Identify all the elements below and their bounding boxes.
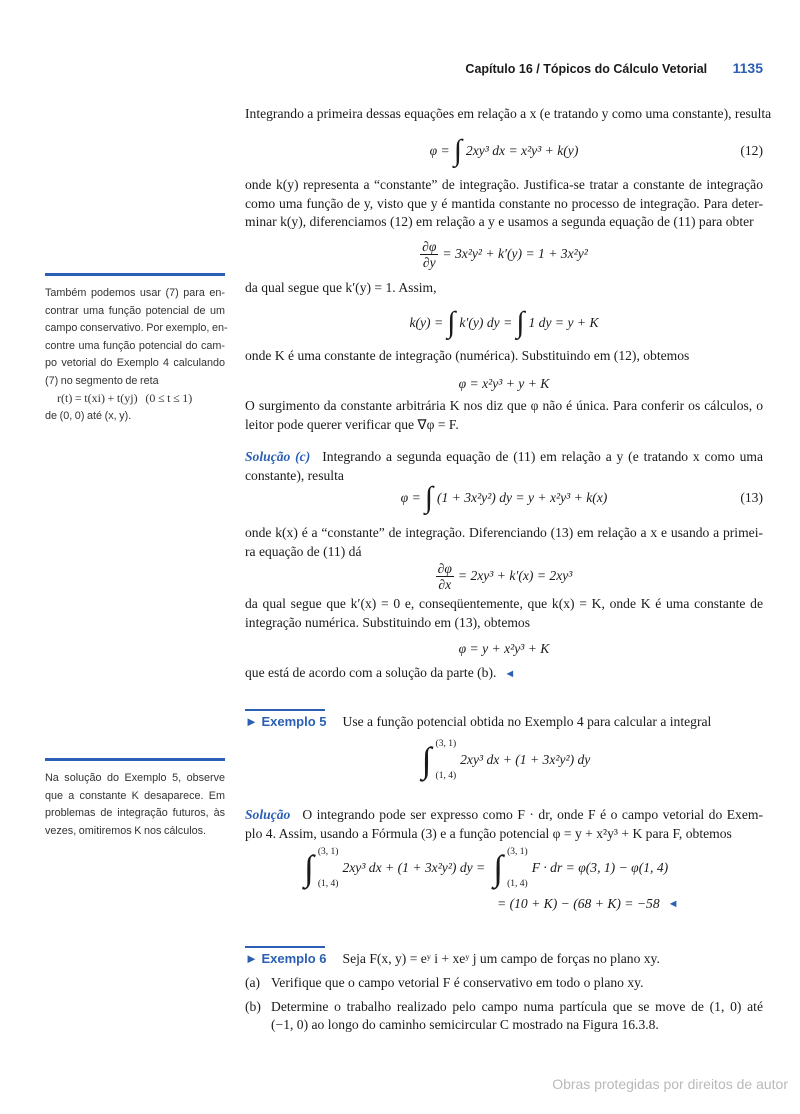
text-line: da qual segue que k′(x) = 0 e, conseqüentemente, que k(x) = K, onde K é uma constante de [245,596,763,611]
text-line: onde k(y) representa a “constante” de integração. Justifica-se tratar a constante de integração [245,177,763,192]
integral-sign: ∫ [516,306,525,339]
integral-sign: ∫ [421,740,432,780]
integral-limits [318,847,339,889]
text-line: O integrando pode ser expresso como F · dr, onde F é o campo vetorial do Exem- [302,807,763,822]
end-of-solution-icon: ◄ [504,668,516,680]
example-6 [245,946,763,1035]
chapter-title: Capítulo 16 / Tópicos do Cálculo Vetorial [465,62,708,76]
note-line: contre uma função potencial do cam- [45,339,225,352]
note-line: contrar uma função potencial de um [45,304,225,317]
text-line: integração numérica. Substituindo em (13), obtemos [245,614,531,630]
text-line: Verifique que o campo vetorial F é conservativo em todo o plano xy. [271,975,644,990]
example-item-b [245,998,763,1035]
paragraph-8 [245,664,763,683]
equation-12 [245,134,763,168]
example-text: Seja F(x, y) = eʸ i + xeʸ j um campo de forças no plano xy. [342,950,660,966]
example-label: ► Exemplo 5 [245,713,327,729]
text-line: Integrando a segunda equação de (11) em relação a y (e tratando x como uma [322,449,763,464]
upper-limit: (3, 1) [507,847,528,857]
example-5-integral [245,738,763,782]
item-label: (a) [245,975,261,990]
note-line: problemas de integração futuros, às [45,807,225,819]
paragraph-6 [245,524,763,561]
margin-note-2 [45,758,225,840]
eq-lhs: k(y) = [409,315,444,330]
example-5 [245,709,763,731]
example-rule [245,946,325,948]
example-item-a [245,974,763,993]
text-line: plo 4. Assim, usando a Fórmula (3) e a função potencial φ = y + x²y³ + K para F, obtemos [245,825,732,841]
eq-rhs: 2xy³ dx = x²y³ + k(y) [465,143,579,158]
integrand: 2xy³ dx + (1 + 3x²y²) dy [460,752,591,767]
margin-note-1 [45,273,228,425]
integral-sign: ∫ [304,848,314,888]
paragraph-3: da qual segue que k′(y) = 1. Assim, [245,280,437,295]
running-header [465,60,763,76]
paragraph-2 [245,176,763,232]
example-text: Use a função potencial obtida no Exemplo 4 para calcular a integral [342,713,712,729]
text-line: que está de acordo com a solução da parte (b). [245,665,497,680]
integral-limits [436,739,457,781]
fraction [436,561,454,592]
numerator: ∂φ [422,238,437,254]
eq-result: = (10 + K) − (68 + K) = −58 [497,896,660,911]
example-label: ► Exemplo 6 [245,950,327,966]
lower-limit: (1, 4) [507,879,528,889]
text-line: onde k(x) é a “constante” de integração. Diferenciando (13) em relação a x e usando a primei- [245,525,763,540]
equation-dphi-dy [245,236,763,272]
note-line: campo conservativo. Por exemplo, en- [45,322,228,334]
denominator: ∂y [422,254,436,270]
eq-lhs: φ = [400,490,421,505]
example-5-equation-1 [300,846,668,890]
text-line: minar k(y), diferenciamos (12) em relação a y e usamos a segunda equação de (11) para obter [245,214,754,229]
lower-limit: (1, 4) [435,771,457,781]
note-line: (7) no segmento de reta [45,374,159,387]
example-rule [245,709,325,711]
equation-phi-2: φ = y + x²y³ + K [458,641,550,656]
note-line: po vetorial do Exemplo 4 calculando [45,357,225,369]
end-of-solution-icon: ◄ [667,898,679,910]
text-line: como uma função de y, visto que y é mantida constante no processo de integração. Para deter- [245,195,763,211]
integral-sign: ∫ [424,481,433,514]
fraction [420,239,438,270]
integral-limits [507,847,528,889]
text-line: (−1, 0) ao longo do caminho semicircular C mostrado na Figura 16.3.8. [271,1017,659,1032]
numerator: ∂φ [437,560,452,576]
example-5-equation-2 [497,896,679,912]
text-line: constante), resulta [245,467,344,483]
example-5-solution [245,806,763,843]
paragraph-1: Integrando a primeira dessas equações em relação a x (e tratando y como uma constante), resulta [245,106,772,121]
eq-rhs: = 2xy³ + k′(x) = 2xy³ [457,568,573,583]
equation-phi-1: φ = x²y³ + y + K [458,376,550,391]
integral-sign: ∫ [493,848,504,888]
paragraph-5 [245,397,763,434]
eq-rhs: F · dr = φ(3, 1) − φ(1, 4) [531,860,669,875]
eq-rhs: (1 + 3x²y²) dy = y + x²y³ + k(x) [436,490,608,505]
text-line: ra equação de (11) dá [245,543,362,559]
denominator: ∂x [438,576,452,592]
lower-limit: (1, 4) [317,879,339,889]
equation-13 [245,481,763,515]
upper-limit: (3, 1) [317,847,339,857]
equation-number: (13) [740,490,763,505]
text-line: leitor pode querer verificar que ∇φ = F. [245,416,459,432]
note-line: que a constante K desaparece. Em [45,789,225,802]
paragraph-4: onde K é uma constante de integração (numérica). Substituindo em (12), obtemos [245,348,690,363]
text-line: O surgimento da constante arbitrária K nos diz que φ não é única. Para conferir os cálculos, o [245,398,763,413]
solution-label: Solução (c) [245,449,311,464]
note-line: de (0, 0) até (x, y). [45,409,132,422]
eq-lhs: φ = [429,143,450,158]
integral-sign: ∫ [453,134,462,167]
page-number: 1135 [732,60,763,76]
eq-lhs: 2xy³ dx + (1 + 3x²y²) dy = [342,860,486,875]
upper-limit: (3, 1) [435,739,457,749]
eq-mid: k′(y) dy = [459,315,513,330]
eq-rhs: 1 dy = y + K [528,315,599,330]
equation-number: (12) [740,143,763,158]
text-line: Determine o trabalho realizado pelo campo numa partícula que se move de (1, 0) até [271,998,763,1014]
eq-rhs: = 3x²y² + k′(y) = 1 + 3x²y² [442,246,588,261]
item-label: (b) [245,998,261,1014]
watermark: Obras protegidas por direitos de autor [552,1076,788,1092]
equation-k-y [245,306,763,340]
equation-dphi-dx [245,558,763,594]
paragraph-7 [245,595,763,632]
solution-c [245,448,763,485]
note-line: Também podemos usar (7) para en- [45,287,225,299]
solution-label: Solução [245,807,291,822]
note-line: Na solução do Exemplo 5, observe [45,772,225,784]
integral-sign: ∫ [447,306,456,339]
note-line: vezes, omitiremos K nos cálculos. [45,824,207,837]
note-equation: r(t) = t(xi) + t(yj) (0 ≤ t ≤ 1) [57,391,193,405]
